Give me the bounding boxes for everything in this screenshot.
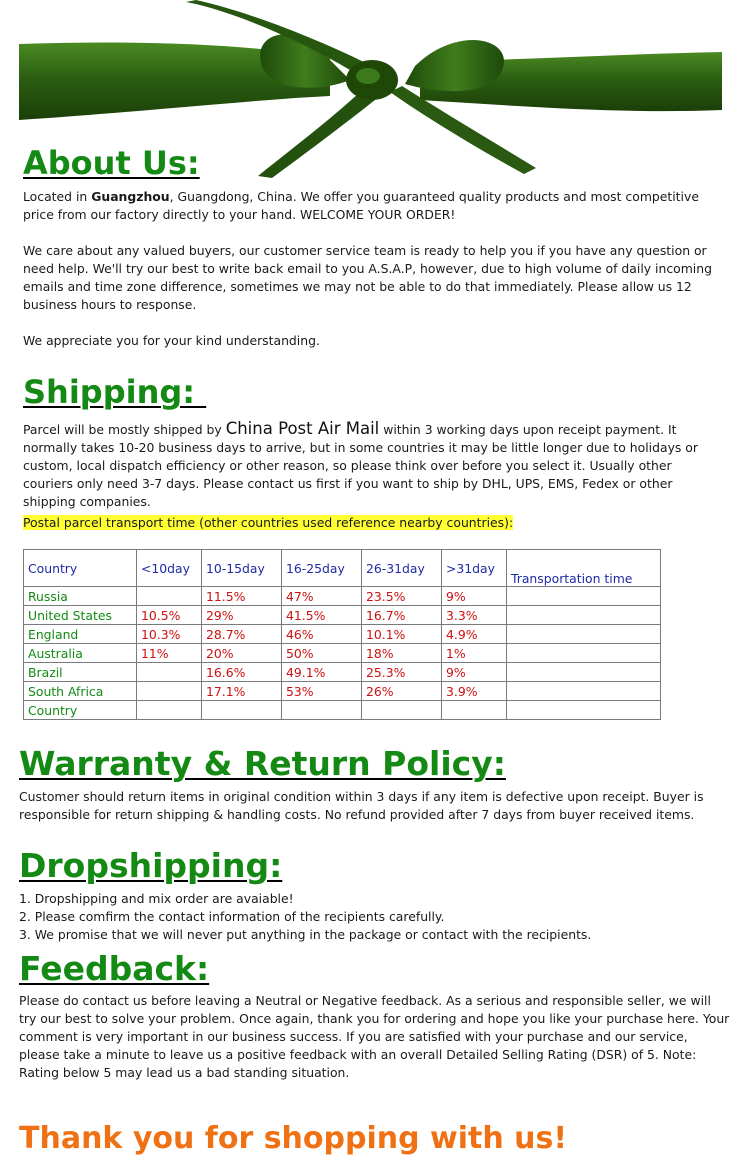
highlighted-note: Postal parcel transport time (other countries used reference nearby countries): bbox=[23, 515, 514, 530]
shipping-p-pre: Parcel will be mostly shipped by bbox=[23, 422, 226, 437]
percent-cell: 29% bbox=[202, 606, 282, 625]
percent-cell: 41.5% bbox=[282, 606, 362, 625]
about-title: About Us: bbox=[23, 144, 200, 182]
percent-cell: 1% bbox=[442, 644, 507, 663]
table-header-cell: <10day bbox=[137, 550, 202, 587]
percent-cell: 17.1% bbox=[202, 682, 282, 701]
percent-cell: 20% bbox=[202, 644, 282, 663]
percent-cell: 3.3% bbox=[442, 606, 507, 625]
percent-cell: 16.6% bbox=[202, 663, 282, 682]
table-row bbox=[24, 587, 661, 606]
percent-cell: 46% bbox=[282, 625, 362, 644]
about-p1-post: , Guangdong, China. We offer you guaranteed quality products and most competitive price from our factory directly to your hand. WELCOME YOUR ORDER! bbox=[23, 189, 699, 222]
shipping-paragraph bbox=[23, 420, 723, 511]
percent-cell bbox=[507, 644, 661, 663]
country-cell: Russia bbox=[24, 587, 137, 606]
table-header-cell: 10-15day bbox=[202, 550, 282, 587]
percent-cell: 10.5% bbox=[137, 606, 202, 625]
dropshipping-item: 2. Please comfirm the contact information of the recipients carefully. bbox=[19, 909, 445, 924]
transport-time-note bbox=[23, 514, 723, 532]
percent-cell: 10.3% bbox=[137, 625, 202, 644]
percent-cell: 10.1% bbox=[362, 625, 442, 644]
country-cell: Australia bbox=[24, 644, 137, 663]
percent-cell: 9% bbox=[442, 663, 507, 682]
table-header-cell: >31day bbox=[442, 550, 507, 587]
about-paragraph-2: We care about any valued buyers, our customer service team is ready to help you if you have any question or need help. We'll try our best to write back email to you A.S.A.P, however, due to high volume of daily incoming emails and time zone difference, sometimes we may not be able to do that immediately. Please allow us 12 business hours to response. bbox=[23, 243, 712, 312]
about-paragraph-3: We appreciate you for your kind understanding. bbox=[23, 333, 320, 348]
table-row bbox=[24, 701, 661, 720]
percent-cell bbox=[137, 663, 202, 682]
about-paragraph-1 bbox=[23, 188, 723, 224]
table-header-cell: Country bbox=[24, 550, 137, 587]
percent-cell bbox=[282, 701, 362, 720]
percent-cell: 26% bbox=[362, 682, 442, 701]
percent-cell: 49.1% bbox=[282, 663, 362, 682]
warranty-title: Warranty & Return Policy: bbox=[19, 744, 506, 783]
dropshipping-item: 3. We promise that we will never put anything in the package or contact with the recipients. bbox=[19, 927, 592, 942]
dropshipping-item: 1. Dropshipping and mix order are avaiable! bbox=[19, 891, 294, 906]
percent-cell bbox=[362, 701, 442, 720]
country-cell: United States bbox=[24, 606, 137, 625]
table-header-cell: 26-31day bbox=[362, 550, 442, 587]
about-city: Guangzhou bbox=[91, 189, 170, 204]
percent-cell bbox=[507, 682, 661, 701]
percent-cell bbox=[507, 663, 661, 682]
percent-cell bbox=[442, 701, 507, 720]
percent-cell bbox=[507, 701, 661, 720]
country-cell: England bbox=[24, 625, 137, 644]
table-row bbox=[24, 644, 661, 663]
percent-cell bbox=[507, 606, 661, 625]
country-cell: Brazil bbox=[24, 663, 137, 682]
percent-cell bbox=[507, 587, 661, 606]
dropshipping-list bbox=[19, 890, 731, 944]
shipping-title: Shipping: bbox=[23, 373, 207, 411]
percent-cell bbox=[137, 587, 202, 606]
percent-cell bbox=[137, 701, 202, 720]
table-header-cell: 16-25day bbox=[282, 550, 362, 587]
country-cell: Country bbox=[24, 701, 137, 720]
feedback-paragraph: Please do contact us before leaving a Neutral or Negative feedback. As a serious and responsible seller, we will try our best to solve your problem. Once again, thank you for ordering and hope you like your purchase here. Your comment is very important in our business success. If you are satisfied with your purchase and our service, please take a minute to leave us a positive feedback with an overall Detailed Selling Rating (DSR) of 5. Note: Rating below 5 may lead us a bad standing situation. bbox=[19, 993, 730, 1080]
percent-cell: 9% bbox=[442, 587, 507, 606]
percent-cell: 3.9% bbox=[442, 682, 507, 701]
feedback-title: Feedback: bbox=[19, 949, 210, 988]
percent-cell bbox=[137, 682, 202, 701]
table-row bbox=[24, 625, 661, 644]
table-row bbox=[24, 606, 661, 625]
dropshipping-title: Dropshipping: bbox=[19, 846, 283, 885]
carrier-name: China Post Air Mail bbox=[225, 419, 380, 438]
table-header-row bbox=[24, 550, 661, 587]
shipping-time-table bbox=[23, 549, 661, 720]
percent-cell: 50% bbox=[282, 644, 362, 663]
percent-cell: 18% bbox=[362, 644, 442, 663]
percent-cell bbox=[202, 701, 282, 720]
percent-cell: 16.7% bbox=[362, 606, 442, 625]
table-row bbox=[24, 682, 661, 701]
percent-cell: 28.7% bbox=[202, 625, 282, 644]
table-row bbox=[24, 663, 661, 682]
percent-cell: 4.9% bbox=[442, 625, 507, 644]
percent-cell: 11.5% bbox=[202, 587, 282, 606]
percent-cell bbox=[507, 625, 661, 644]
percent-cell: 23.5% bbox=[362, 587, 442, 606]
percent-cell: 25.3% bbox=[362, 663, 442, 682]
percent-cell: 11% bbox=[137, 644, 202, 663]
percent-cell: 53% bbox=[282, 682, 362, 701]
percent-cell: 47% bbox=[282, 587, 362, 606]
shipping-p-post: within 3 working days upon receipt payment. It normally takes 10-20 business days to arrive, but in some countries it may be little longer due to holidays or custom, local dispatch efficiency or other reason, so please think over before you select it. Usually other couriers only need 3-7 days. Please contact us first if you want to ship by DHL, UPS, EMS, Fedex or other shipping companies. bbox=[23, 422, 698, 509]
table-header-cell: Transportation time bbox=[507, 550, 661, 587]
country-cell: South Africa bbox=[24, 682, 137, 701]
warranty-paragraph: Customer should return items in original condition within 3 days if any item is defective upon receipt. Buyer is responsible for return shipping & handling costs. No refund provided after 7 days from buyer received items. bbox=[19, 789, 704, 822]
about-p1-pre: Located in bbox=[23, 189, 92, 204]
thank-you-banner: Thank you for shopping with us! bbox=[19, 1121, 568, 1156]
